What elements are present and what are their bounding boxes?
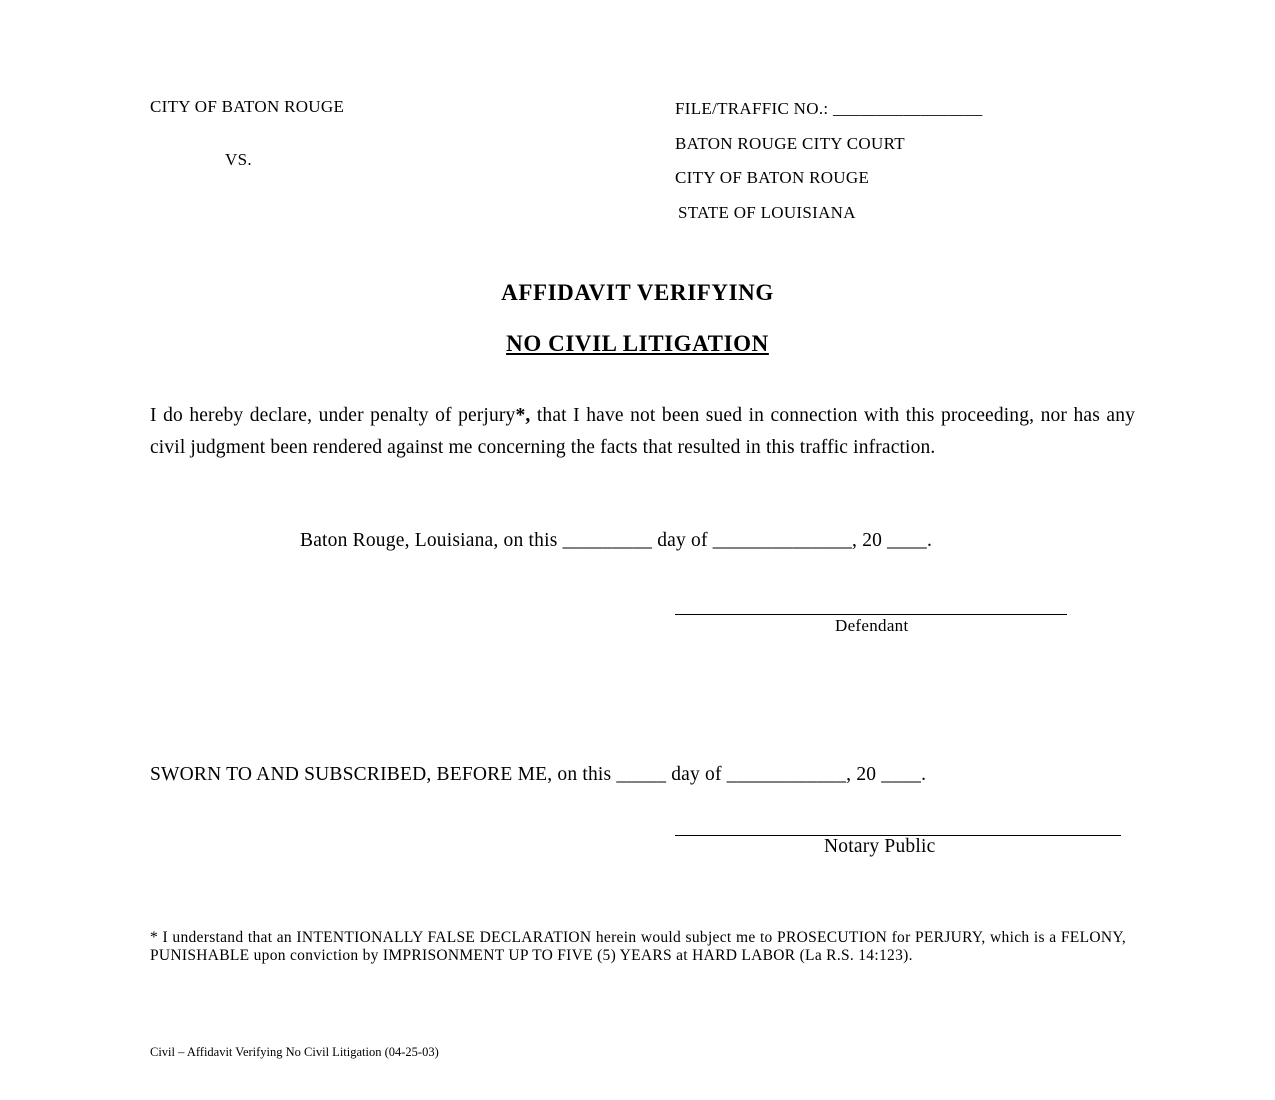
perjury-asterisk: *, [515,405,531,426]
defendant-label: Defendant [835,616,909,635]
document-title: AFFIDAVIT VERIFYING [501,280,774,305]
form-footer: Civil – Affidavit Verifying No Civil Litigation (04-25-03) [150,1045,439,1059]
court-city: CITY OF BATON ROUGE [675,168,870,187]
date-line[interactable]: Baton Rouge, Louisiana, on this _________ day of ______________, 20 ____. [300,530,933,551]
sworn-line[interactable]: SWORN TO AND SUBSCRIBED, BEFORE ME, on this _____ day of ____________, 20 ____. [150,764,927,785]
notary-label: Notary Public [824,836,936,857]
file-traffic-number-field[interactable]: FILE/TRAFFIC NO.: _________________ [675,99,983,118]
document-subtitle: NO CIVIL LITIGATION [506,331,769,356]
perjury-footnote: * I understand that an INTENTIONALLY FALSE DECLARATION herein would subject me to PROSECUTION for PERJURY, which is a FELONY, PUNISHABLE upon conviction by IMPRISONMENT UP TO FIVE (5) YEARS at HARD LABOR (La R.S. 14:123). [150,929,1126,964]
court-state: STATE OF LOUISIANA [678,203,856,222]
versus-label: VS. [225,150,252,169]
plaintiff-name: CITY OF BATON ROUGE [150,97,345,116]
declaration-text: I do hereby declare, under penalty of perjury [150,405,516,426]
declaration-text-continued: that I have not been sued in connection with this proceeding, nor has any civil judgment been rendered against me concerning the facts that resulted in this traffic infraction. [150,405,1135,458]
court-name: BATON ROUGE CITY COURT [675,134,905,153]
defendant-signature-line[interactable] [675,614,1067,615]
declaration-paragraph [150,400,1135,463]
